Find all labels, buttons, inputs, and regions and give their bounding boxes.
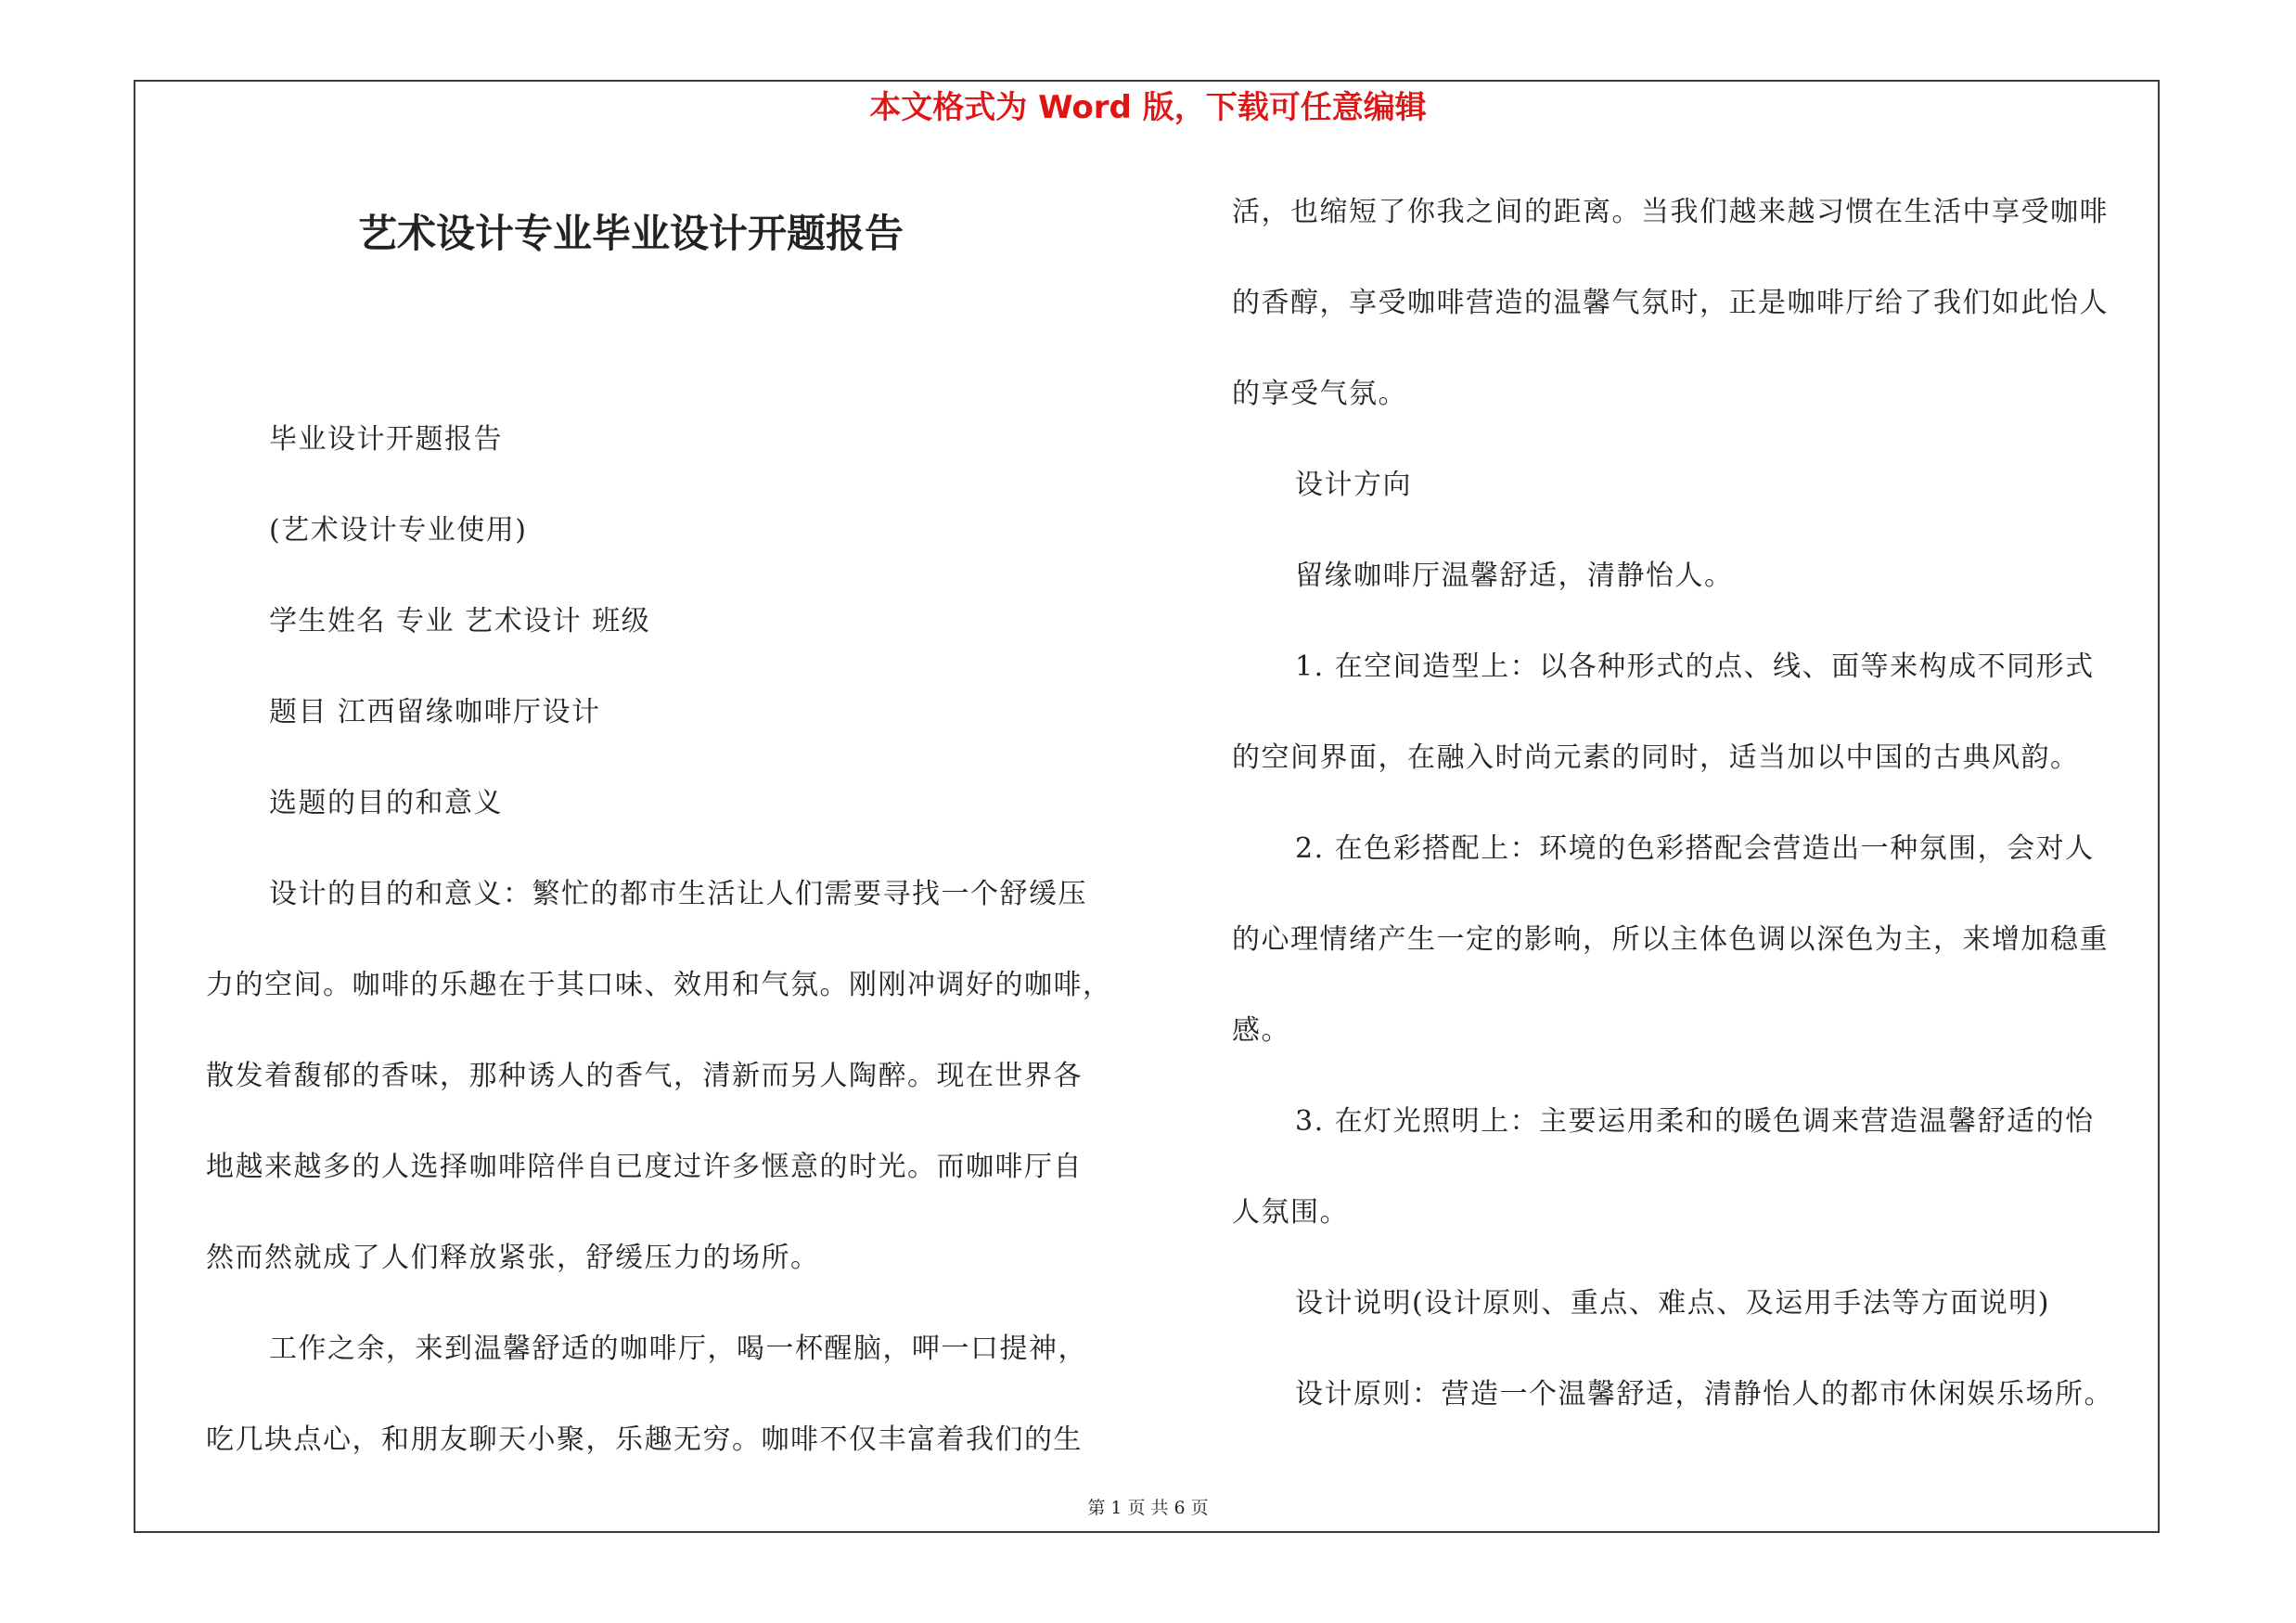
- paragraph-line: 活，也缩短了你我之间的距离。当我们越来越习惯在生活中享受咖啡: [1232, 196, 2109, 228]
- paragraph-line: 题目 江西留缘咖啡厅设计: [269, 696, 601, 728]
- document-title: 艺术设计专业毕业设计开题报告: [357, 211, 904, 256]
- paragraph-line: 学生姓名 专业 艺术设计 班级: [269, 605, 651, 638]
- paragraph-line: 1. 在空间造型上：以各种形式的点、线、面等来构成不同形式: [1295, 650, 2095, 683]
- paragraph-line: 力的空间。咖啡的乐趣在于其口味、效用和气氛。刚刚冲调好的咖啡，: [206, 969, 1112, 1001]
- paragraph-line: 选题的目的和意义: [269, 787, 503, 819]
- paragraph-line: 然而然就成了人们释放紧张，舒缓压力的场所。: [206, 1242, 820, 1274]
- paragraph-line: 的心理情绪产生一定的影响，所以主体色调以深色为主，来增加稳重: [1232, 923, 2109, 956]
- paragraph-line: 的香醇，享受咖啡营造的温馨气氛时，正是咖啡厅给了我们如此怡人: [1232, 287, 2109, 319]
- paragraph-line: (艺术设计专业使用): [269, 514, 528, 547]
- left-text-column: [206, 394, 1134, 1486]
- paragraph-line: 人氛围。: [1232, 1196, 1349, 1229]
- paragraph-line: 设计说明(设计原则、重点、难点、及运用手法等方面说明): [1295, 1287, 2050, 1320]
- paragraph-line: 3. 在灯光照明上：主要运用柔和的暖色调来营造温馨舒适的怡: [1295, 1105, 2095, 1138]
- paragraph-line: 的享受气氛。: [1232, 378, 1407, 410]
- format-notice-banner: 本文格式为 Word 版，下载可任意编辑: [869, 89, 1427, 126]
- paragraph-line: 吃几块点心，和朋友聊天小聚，乐趣无穷。咖啡不仅丰富着我们的生: [206, 1423, 1083, 1456]
- paragraph-line: 毕业设计开题报告: [269, 423, 503, 456]
- paragraph-line: 地越来越多的人选择咖啡陪伴自已度过许多惬意的时光。而咖啡厅自: [206, 1151, 1083, 1183]
- paragraph-line: 留缘咖啡厅温馨舒适，清静怡人。: [1295, 560, 1734, 592]
- paragraph-line: 设计原则：营造一个温馨舒适，清静怡人的都市休闲娱乐场所。: [1295, 1378, 2113, 1410]
- right-text-column: [1232, 167, 2169, 1440]
- paragraph-line: 感。: [1232, 1014, 1290, 1047]
- page-footer: 第 1 页 共 6 页: [1087, 1498, 1209, 1518]
- paragraph-line: 设计的目的和意义：繁忙的都市生活让人们需要寻找一个舒缓压: [269, 878, 1087, 910]
- paragraph-line: 散发着馥郁的香味，那种诱人的香气，清新而另人陶醉。现在世界各: [206, 1060, 1083, 1092]
- paragraph-line: 工作之余，来到温馨舒适的咖啡厅，喝一杯醒脑，呷一口提神，: [269, 1333, 1087, 1365]
- paragraph-line: 2. 在色彩搭配上：环境的色彩搭配会营造出一种氛围，会对人: [1295, 832, 2095, 865]
- paragraph-line: 的空间界面，在融入时尚元素的同时，适当加以中国的古典风韵。: [1232, 741, 2080, 774]
- paragraph-line: 设计方向: [1295, 469, 1412, 501]
